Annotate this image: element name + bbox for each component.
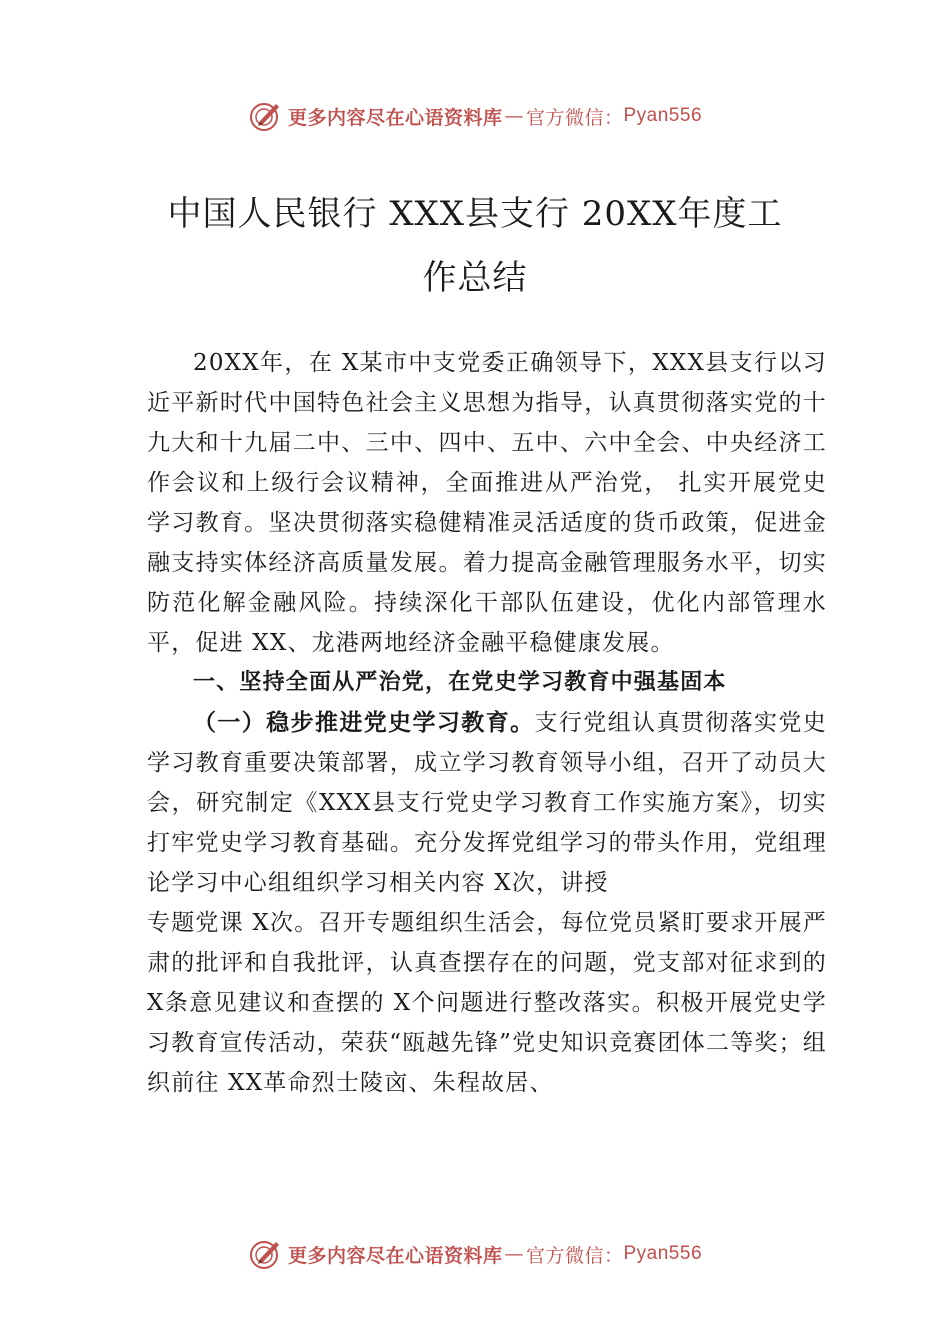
watermark-wechat-id: Pyan556 <box>623 105 703 126</box>
watermark-banner-bottom <box>0 1234 950 1274</box>
watermark-wechat-label: 官方微信： <box>525 106 624 129</box>
subsection-label-1: （一）稳步推进党史学习教育。 <box>193 709 535 736</box>
watermark-separator: — <box>504 1243 524 1265</box>
subsection-paragraph-1 <box>147 703 827 903</box>
section-heading-1: 一、坚持全面从严治党，在党史学习教育中强基固本 <box>193 670 727 695</box>
watermark-banner-top <box>0 96 950 136</box>
subsection-text-1: 支行党组认真贯彻落实党史学习教育重要决策部署，成立学习教育领导小组，召开了动员大会，研究制定《XXX县支行党史学习教育工作实施方案》，切实打牢党史学习教育基础。充分发挥党组学习的带头作用，党组理论学习中心组组织学习相关内容 X次，讲授 <box>147 710 827 896</box>
document-title <box>120 182 830 310</box>
watermark-wechat-label: 官方微信： <box>525 1244 624 1267</box>
watermark-separator: — <box>504 105 524 127</box>
watermark-text: 更多内容尽在心语资料库 <box>287 106 503 129</box>
document-body <box>147 343 827 1103</box>
watermark-text: 更多内容尽在心语资料库 <box>287 1244 503 1267</box>
watermark-wechat-id: Pyan556 <box>623 1243 703 1264</box>
pen-logo-icon <box>248 99 282 133</box>
title-line-1: 中国人民银行 XXX县支行 20XX年度工 <box>167 194 783 234</box>
title-line-2: 作总结 <box>422 258 528 298</box>
continuation-paragraph: 专题党课 X次。召开专题组织生活会，每位党员紧盯要求开展严肃的批评和自我批评，认真查摆存在的问题，党支部对征求到的 X条意见建议和查摆的 X个问题进行整改落实。积极开展党史学习教育宣传活动，荣获“瓯越先锋”党史知识竞赛团体二等奖；组织前往 XX革命烈士陵㐫、朱程故居、 <box>147 910 827 1096</box>
intro-paragraph: 20XX年，在 X某市中支党委正确领导下，XXX县支行以习近平新时代中国特色社会主义思想为指导，认真贯彻落实党的十九大和十九届二中、三中、四中、五中、六中全会、中央经济工作会议和上级行会议精神，全面推进从严治党， 扎实开展党史学习教育。坚决贯彻落实稳健精准灵活适度的货币政策，促进金融支持实体经济高质量发展。着力提高金融管理服务水平，切实防范化解金融风险。持续深化干部队伍建设，优化内部管理水平，促进 XX、龙港两地经济金融平稳健康发展。 <box>147 350 827 656</box>
pen-logo-icon <box>248 1237 282 1271</box>
